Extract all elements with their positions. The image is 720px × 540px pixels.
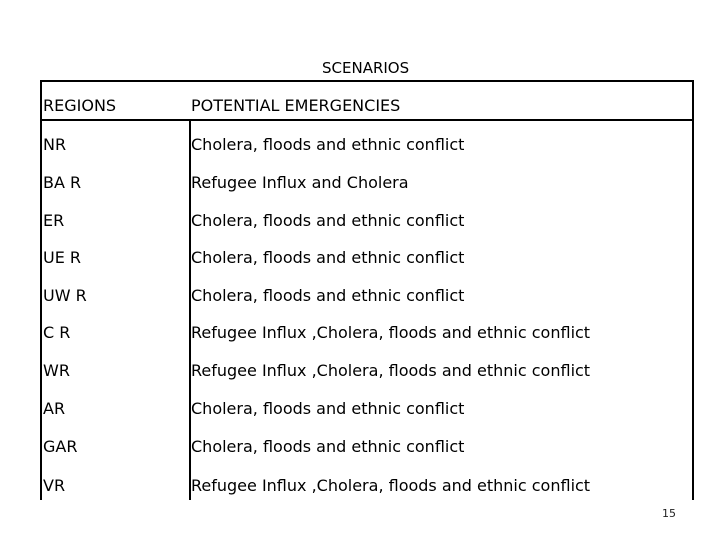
- emergency-cell: Refugee Influx ,Cholera, floods and ethnic conflict: [191, 361, 591, 380]
- emergency-cell: Cholera, floods and ethnic conflict: [191, 437, 465, 456]
- region-cell: ER: [43, 211, 65, 230]
- region-cell: UE R: [43, 248, 82, 267]
- region-cell: GAR: [43, 437, 78, 456]
- header-regions: REGIONS: [43, 96, 117, 115]
- emergency-cell: Refugee Influx and Cholera: [191, 173, 409, 192]
- region-cell: UW R: [43, 286, 87, 305]
- emergency-cell: Refugee Influx ,Cholera, floods and ethnic conflict: [191, 323, 591, 342]
- emergency-cell: Cholera, floods and ethnic conflict: [191, 286, 465, 305]
- region-cell: AR: [43, 399, 66, 418]
- region-cell: WR: [43, 361, 70, 380]
- emergency-cell: Cholera, floods and ethnic conflict: [191, 135, 465, 154]
- region-cell: VR: [43, 476, 66, 495]
- emergency-cell: Refugee Influx ,Cholera, floods and ethnic conflict: [191, 476, 591, 495]
- header-divider: [40, 119, 694, 121]
- region-cell: BA R: [43, 173, 82, 192]
- page-number: 15: [662, 507, 676, 520]
- region-cell: NR: [43, 135, 67, 154]
- header-potential-emergencies: POTENTIAL EMERGENCIES: [191, 96, 401, 115]
- region-cell: C R: [43, 323, 71, 342]
- emergency-cell: Cholera, floods and ethnic conflict: [191, 248, 465, 267]
- slide-title: SCENARIOS: [322, 59, 410, 77]
- emergency-cell: Cholera, floods and ethnic conflict: [191, 399, 465, 418]
- emergency-cell: Cholera, floods and ethnic conflict: [191, 211, 465, 230]
